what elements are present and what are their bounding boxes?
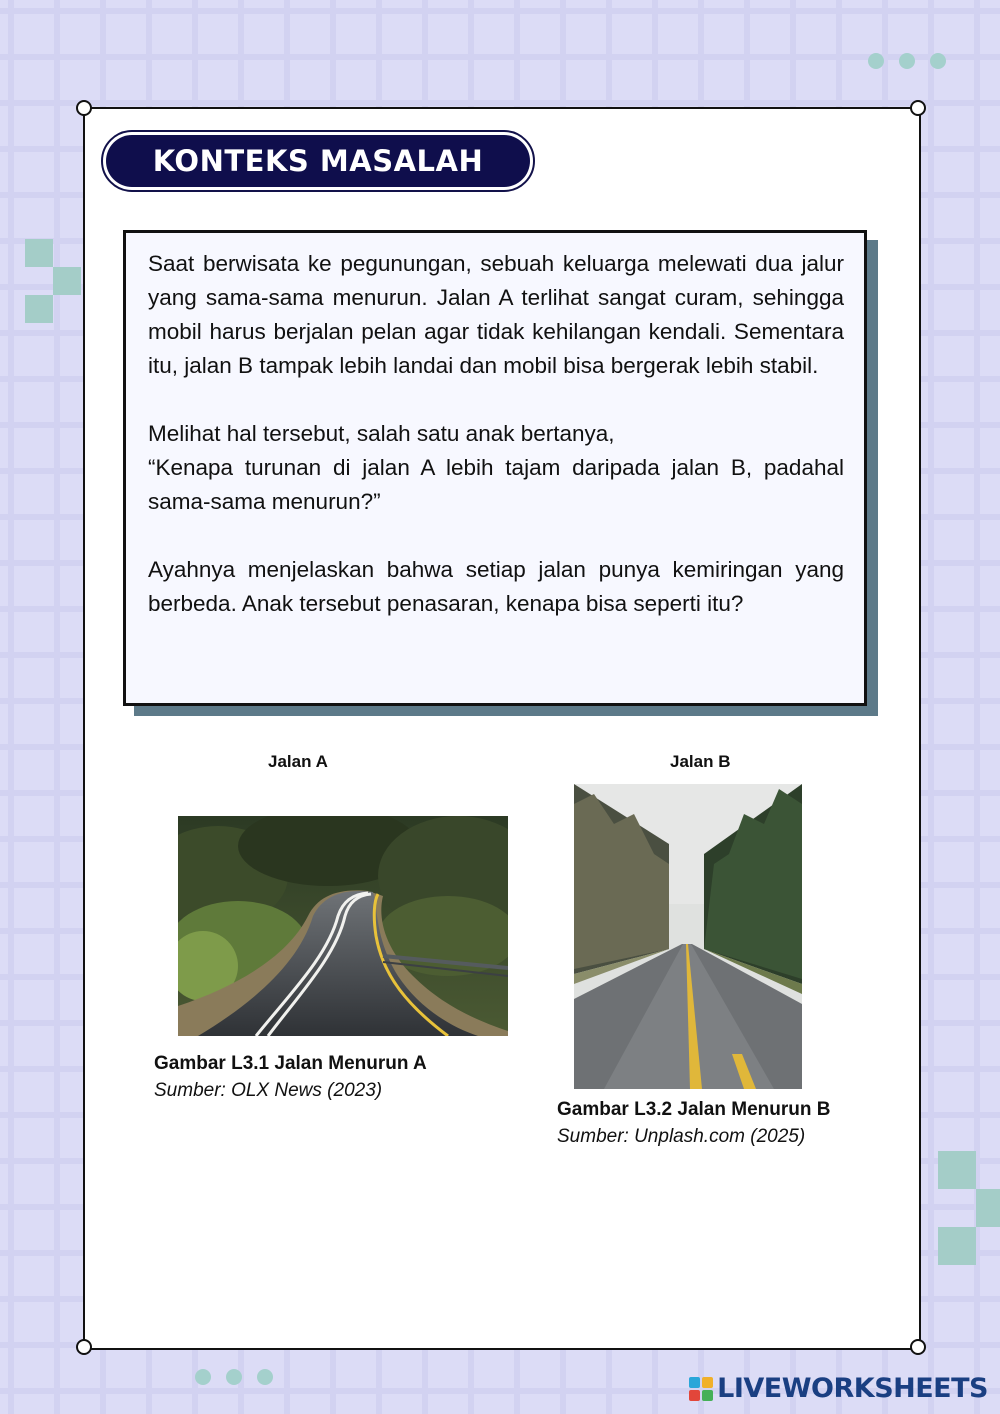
card-corner xyxy=(910,100,926,116)
story-paragraph: Saat berwisata ke pegunungan, sebuah keluarga melewati dua jalur yang sama-sama menurun. Jalan A terlihat sangat curam, sehingga mobil harus berjalan pelan agar tidak kehilangan kendali. Sementara itu, jalan B tampak lebih landai dan mobil bisa bergerak lebih stabil. xyxy=(148,251,844,378)
figure-a-caption-title: Gambar L3.1 Jalan Menurun A xyxy=(154,1053,427,1074)
figure-b-caption-source: Sumber: Unplash.com (2025) xyxy=(557,1126,806,1147)
decorative-square xyxy=(938,1151,976,1189)
liveworksheets-logo-icon xyxy=(689,1377,713,1401)
decorative-square xyxy=(25,295,53,323)
story-paragraph: Ayahnya menjelaskan bahwa setiap jalan punya kemiringan yang berbeda. Anak tersebut penasaran, kenapa bisa seperti itu? xyxy=(148,557,844,616)
figure-a-caption xyxy=(154,1050,427,1104)
card-corner xyxy=(76,1339,92,1355)
story-box xyxy=(123,230,867,706)
figure-a-photo xyxy=(178,816,508,1036)
figure-a-caption-source: Sumber: OLX News (2023) xyxy=(154,1080,383,1101)
figure-a-label: Jalan A xyxy=(268,752,328,771)
card-corner xyxy=(910,1339,926,1355)
straight-road-image xyxy=(574,784,802,1089)
liveworksheets-logo[interactable] xyxy=(689,1373,988,1404)
winding-road-image xyxy=(178,816,508,1036)
story-paragraph: Melihat hal tersebut, salah satu anak bertanya, xyxy=(148,421,615,446)
section-title xyxy=(101,130,535,192)
figure-b-caption-title: Gambar L3.2 Jalan Menurun B xyxy=(557,1099,831,1120)
liveworksheets-logo-text: LIVEWORKSHEETS xyxy=(717,1373,988,1404)
decorative-square xyxy=(53,267,81,295)
figure-b-caption xyxy=(557,1096,830,1150)
figure-b-photo xyxy=(574,784,802,1089)
figure-b-label: Jalan B xyxy=(670,752,731,771)
decorative-square xyxy=(25,239,53,267)
decorative-dots-top xyxy=(868,53,946,69)
section-title-text: KONTEKS MASALAH xyxy=(106,135,530,187)
card-corner xyxy=(76,100,92,116)
decorative-dots-bottom xyxy=(195,1369,273,1385)
decorative-square xyxy=(938,1227,976,1265)
decorative-square xyxy=(976,1189,1000,1227)
story-paragraph: “Kenapa turunan di jalan A lebih tajam daripada jalan B, padahal sama-sama menurun?” xyxy=(148,455,844,514)
